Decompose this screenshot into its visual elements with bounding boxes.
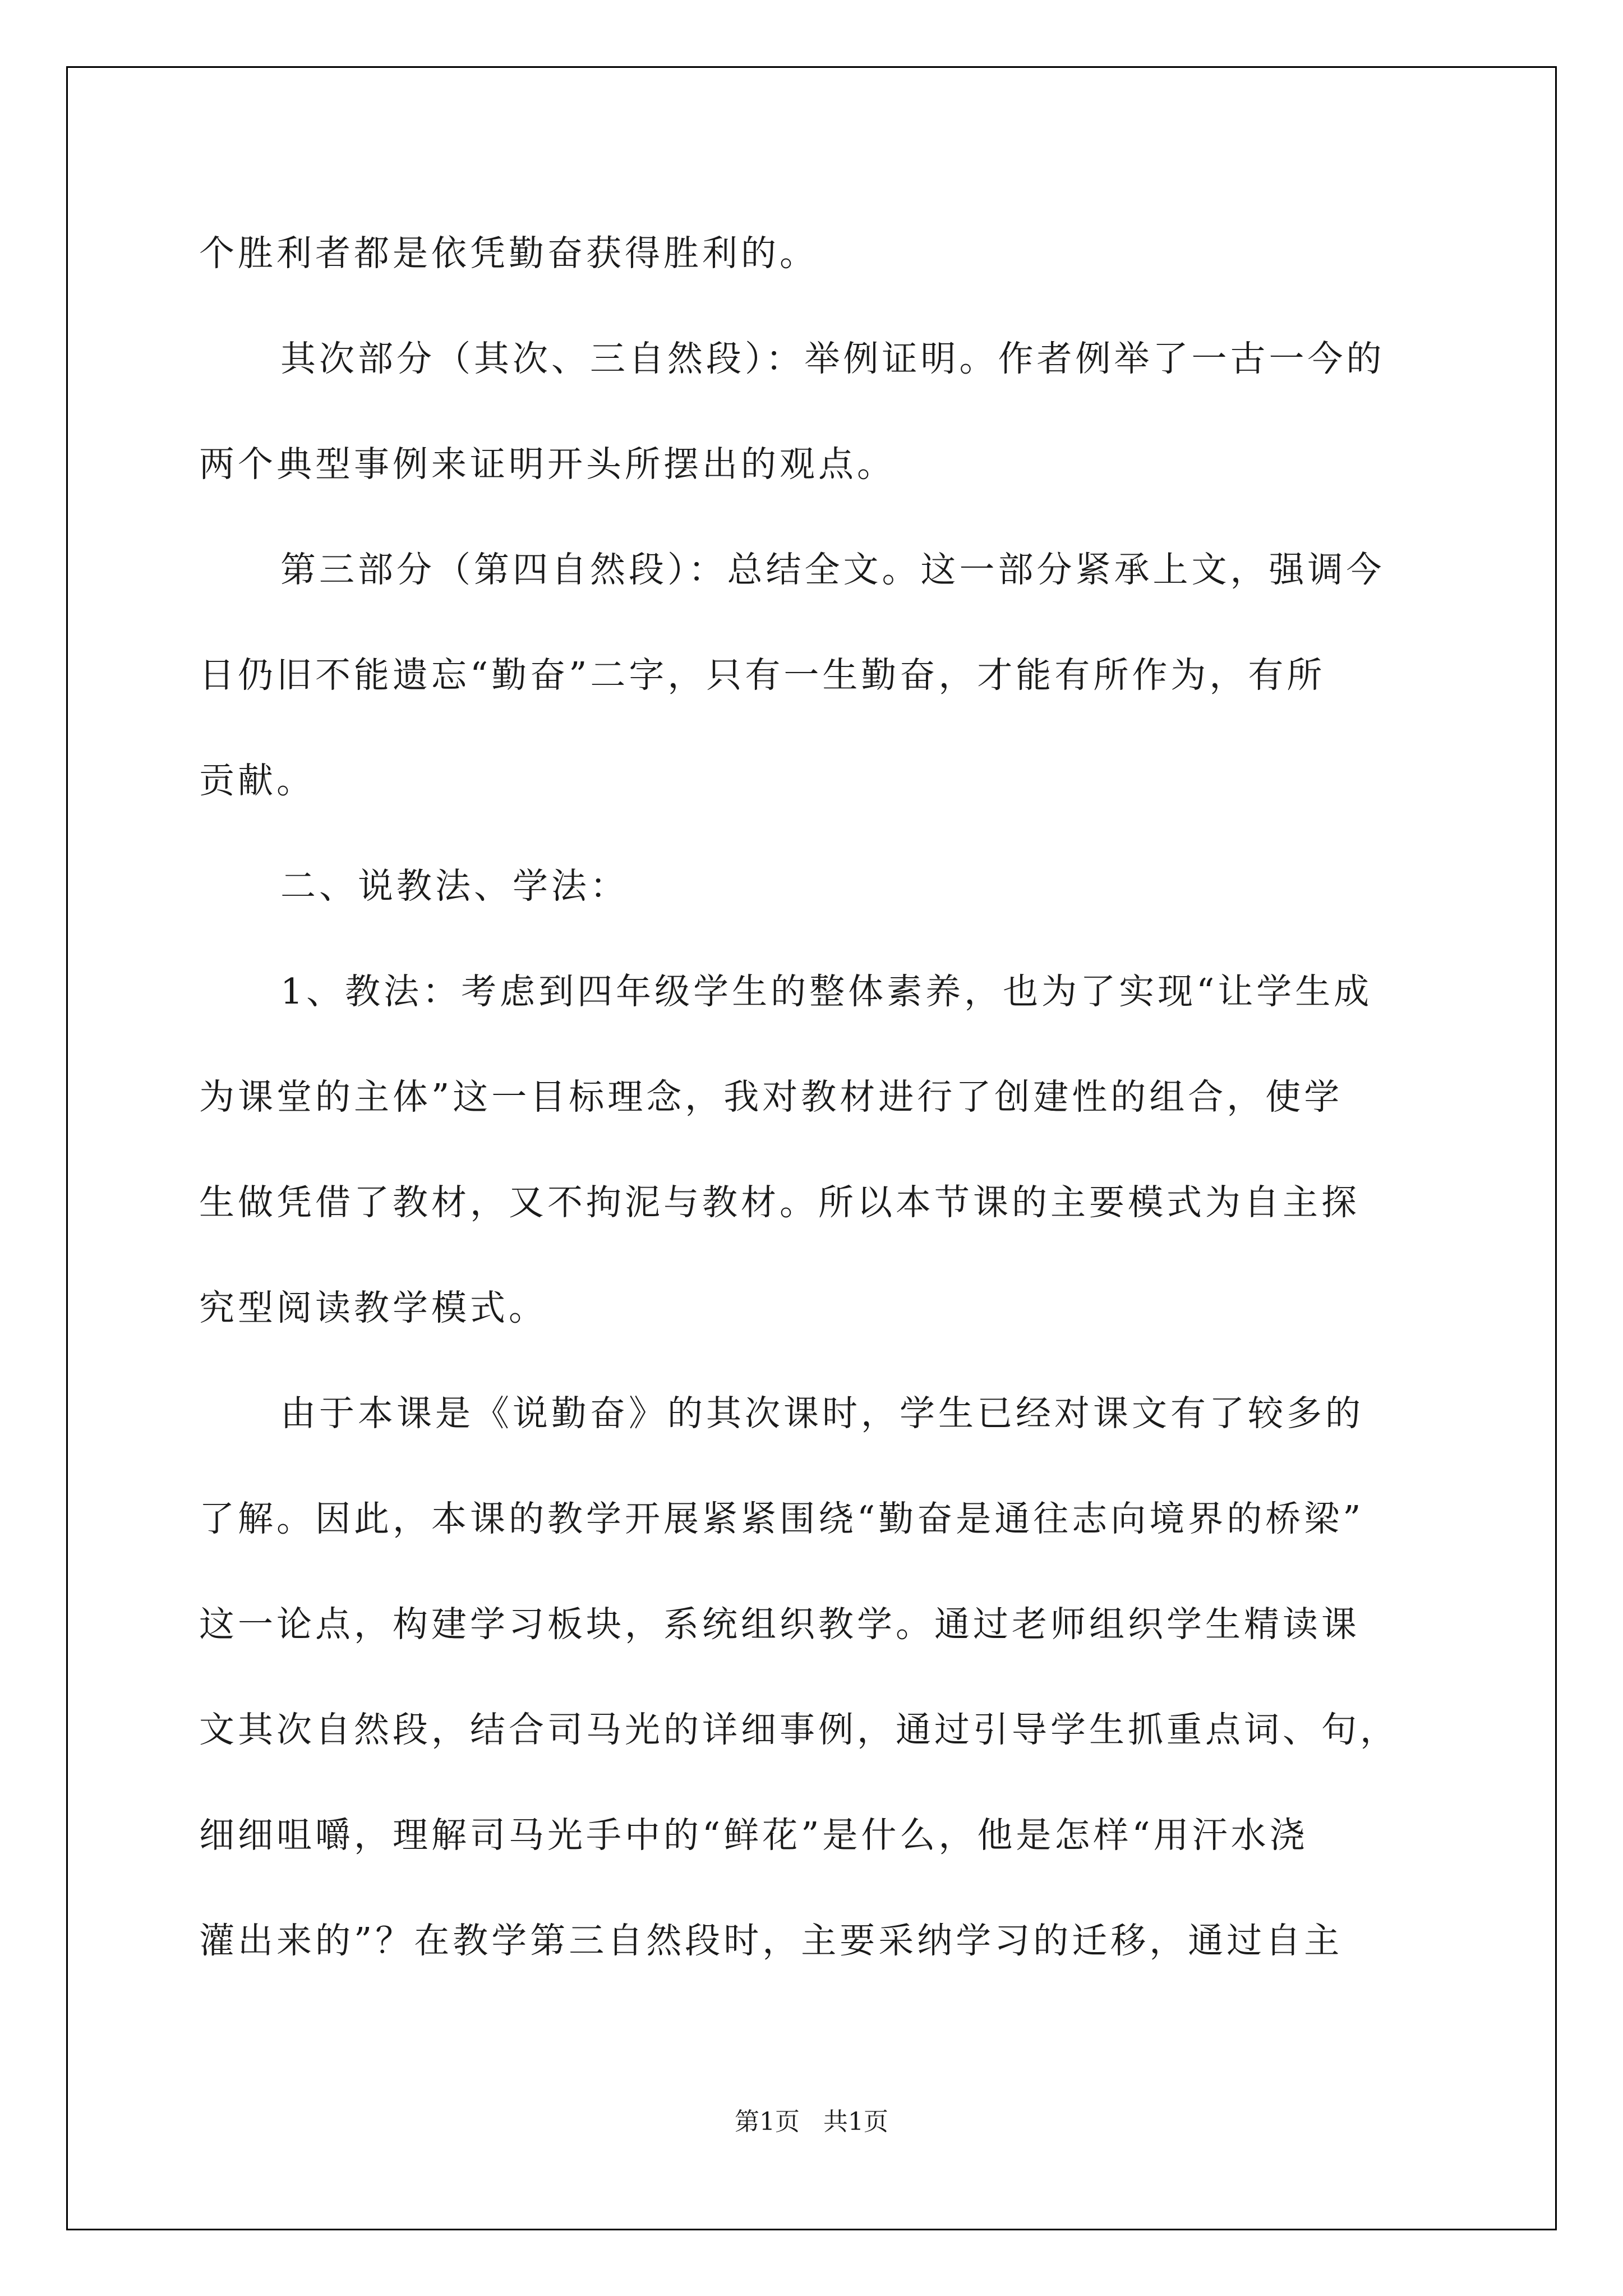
text-line: 细细咀嚼，理解司马光手中的“鲜花”是什么，他是怎样“用汗水浇 [199, 1815, 1308, 1856]
text-line: 日仍旧不能遗忘“勤奋”二字，只有一生勤奋，才能有所作为，有所 [199, 655, 1326, 696]
text-line: 为课堂的主体”这一目标理念，我对教材进行了创建性的组合，使学 [199, 1076, 1343, 1117]
text-line: 这一论点，构建学习板块，系统组织教学。通过老师组织学生精读课 [199, 1604, 1360, 1645]
text-line: 由于本课是《说勤奋》的其次课时，学生已经对课文有了较多的 [280, 1393, 1364, 1434]
page-number-footer: 第1页 共1页 [735, 2108, 888, 2136]
text-line: 1、教法：考虑到四年级学生的整体素养，也为了实现“让学生成 [280, 971, 1373, 1012]
text-line: 第三部分（第四自然段）：总结全文。这一部分紧承上文，强调今 [280, 549, 1385, 590]
text-line: 究型阅读教学模式。 [199, 1287, 547, 1328]
text-line: 灌出来的”？在教学第三自然段时，主要采纳学习的迁移，通过自主 [199, 1920, 1343, 1961]
text-line: 贡献。 [199, 760, 315, 801]
text-line: 生做凭借了教材，又不拘泥与教材。所以本节课的主要模式为自主探 [199, 1182, 1360, 1223]
text-line: 其次部分（其次、三自然段）：举例证明。作者例举了一古一今的 [280, 338, 1385, 379]
text-line: 文其次自然段，结合司马光的详细事例，通过引导学生抓重点词、句， [199, 1709, 1399, 1750]
text-line: 个胜利者都是依凭勤奋获得胜利的。 [199, 233, 818, 274]
text-line: 二、说教法、学法： [280, 866, 629, 907]
page-border [66, 66, 1557, 2230]
text-line: 两个典型事例来证明开头所摆出的观点。 [199, 444, 896, 485]
text-line: 了解。因此，本课的教学开展紧紧围绕“勤奋是通往志向境界的桥梁” [199, 1498, 1364, 1539]
